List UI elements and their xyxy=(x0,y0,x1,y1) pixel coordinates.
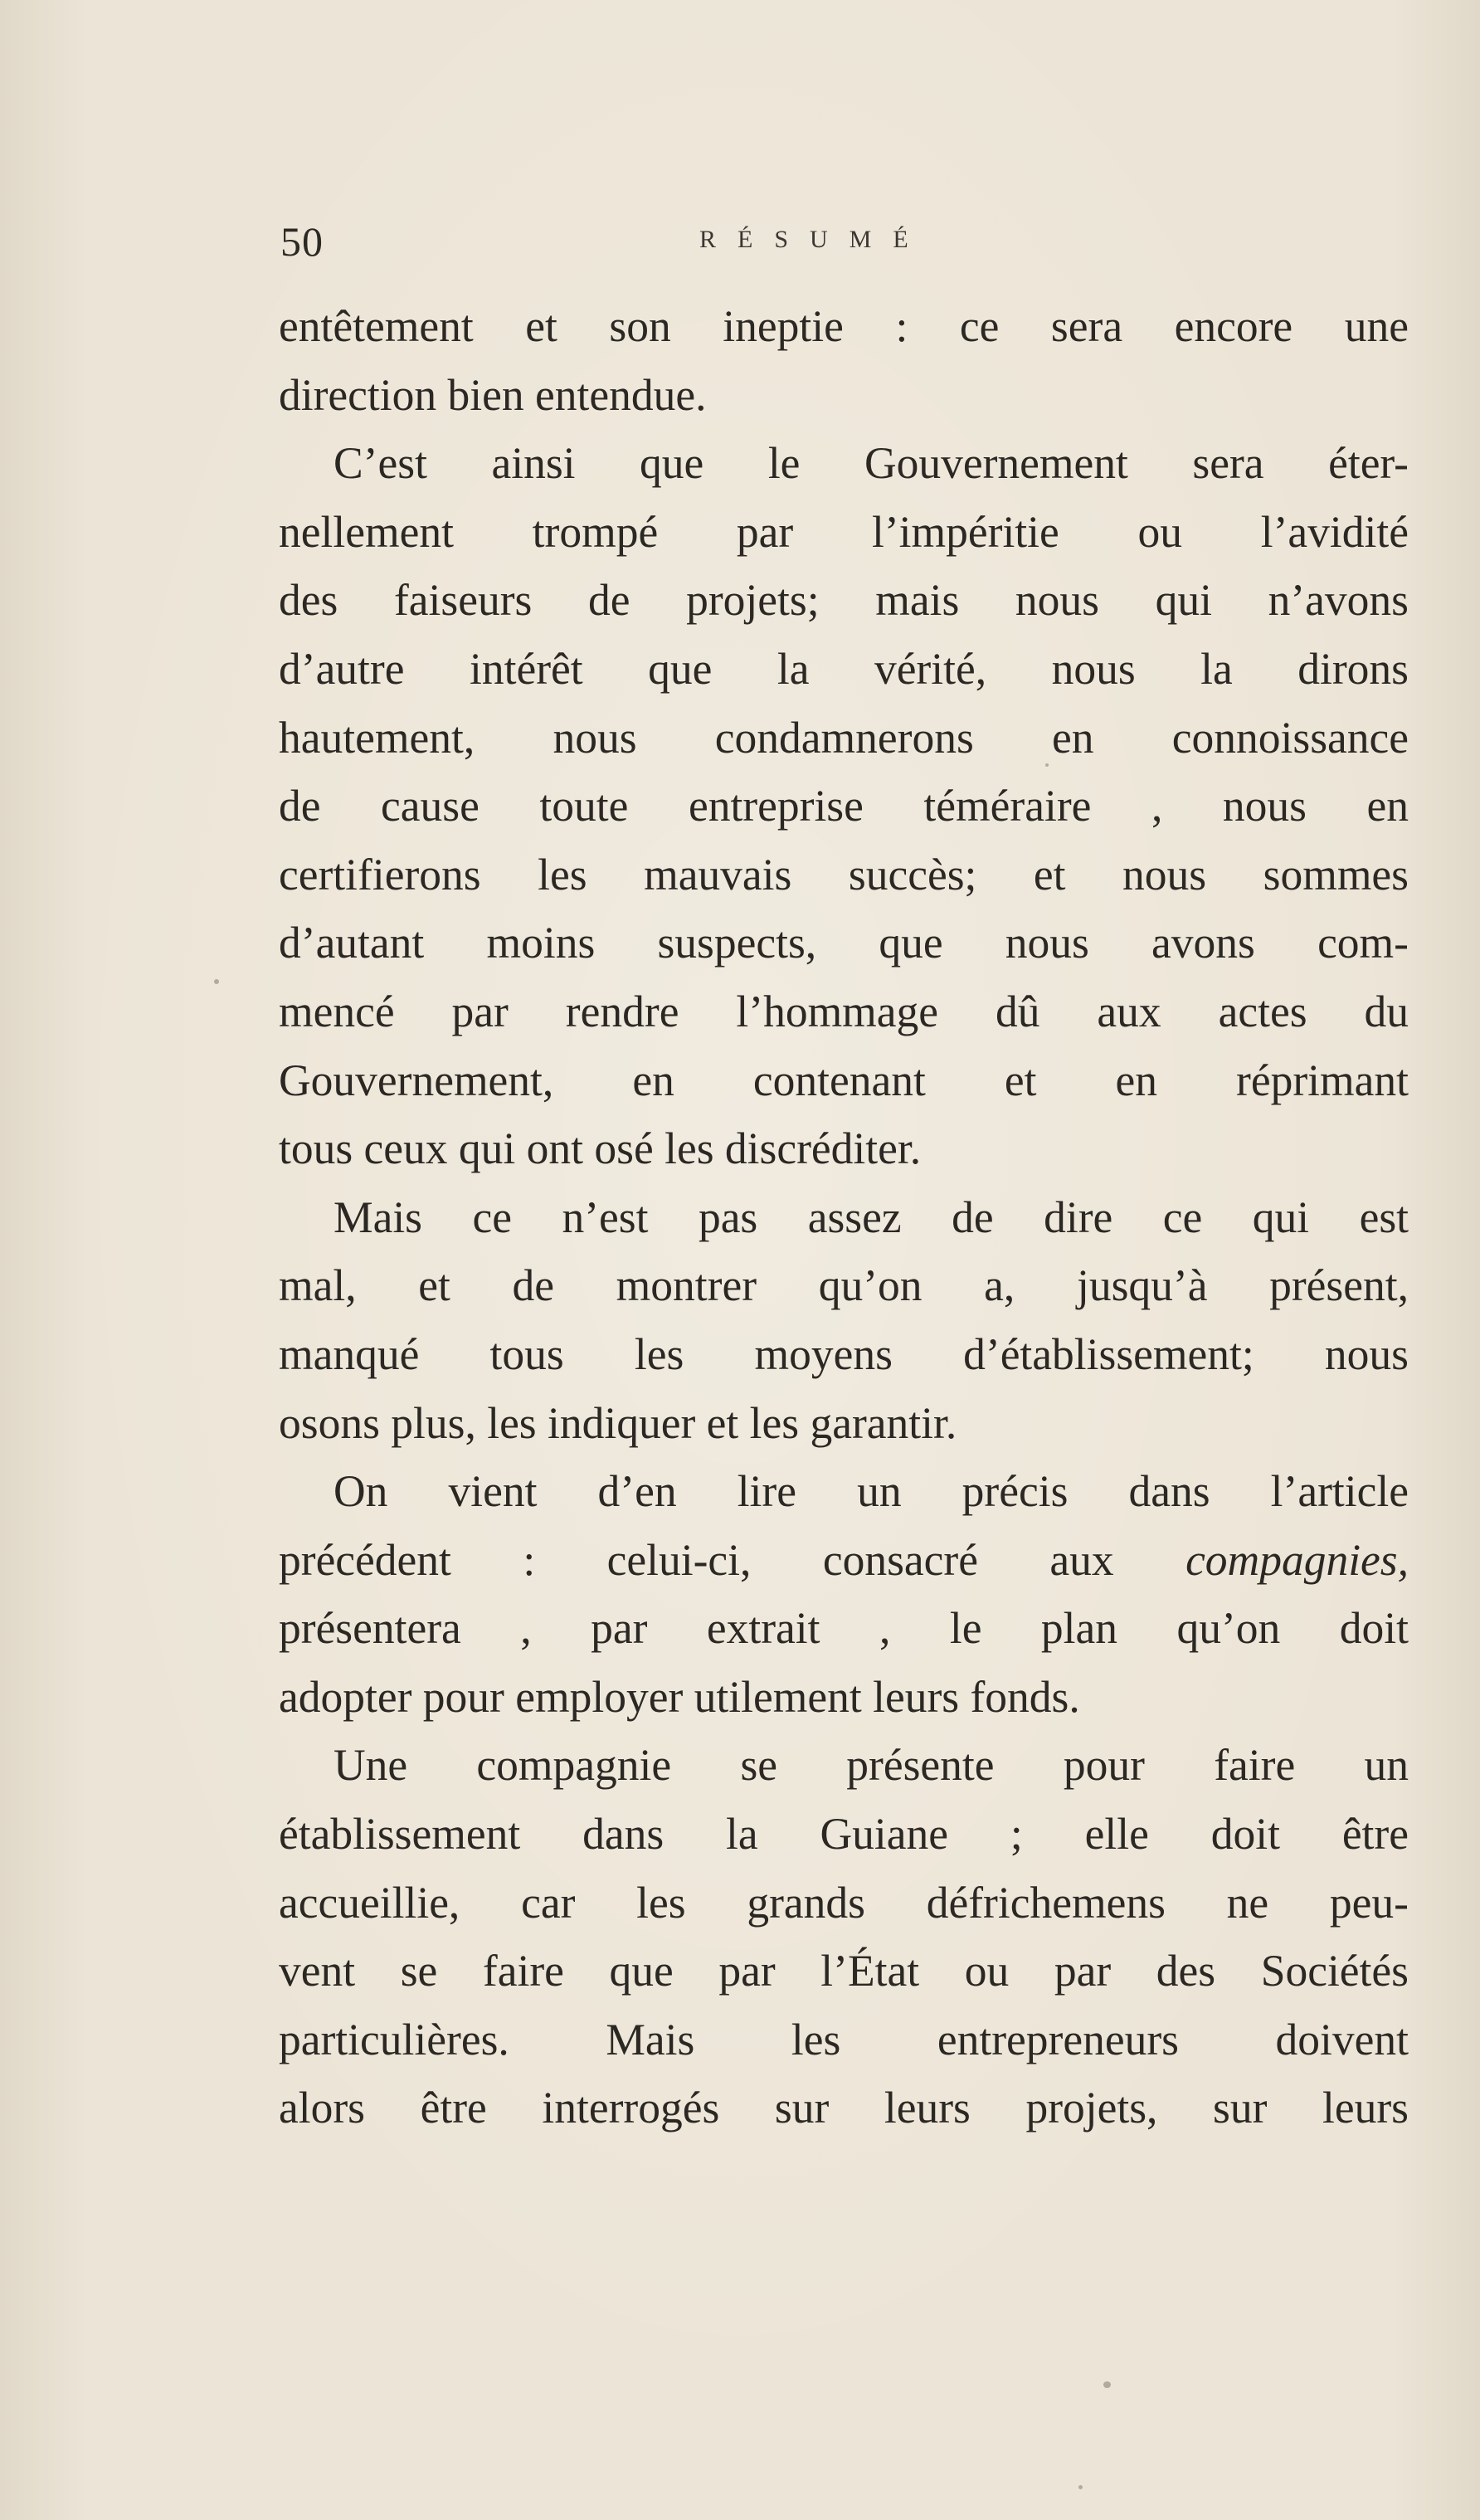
text-line: nellement trompé par l’impéritie ou l’avidité xyxy=(279,506,1409,557)
running-head: RÉSUMÉ xyxy=(699,226,930,253)
text-line: accueillie, car les grands défrichemens ne peu- xyxy=(279,1877,1409,1928)
text-line: alors être interrogés sur leurs projets, sur leurs xyxy=(279,2083,1409,2133)
text-line-with-italic xyxy=(279,1526,1409,1595)
text-line: des faiseurs de projets; mais nous qui n’avons xyxy=(279,575,1409,626)
text-line: osons plus, les indiquer et les garantir. xyxy=(279,1397,957,1448)
text-line: mal, et de montrer qu’on a, jusqu’à présent, xyxy=(279,1260,1409,1311)
text-line: hautement, nous condamnerons en connoissance xyxy=(279,712,1409,763)
text-line: établissement dans la Guiane ; elle doit être xyxy=(279,1809,1409,1860)
paper-speck xyxy=(214,979,219,984)
text-line: tous ceux qui ont osé les discréditer. xyxy=(279,1124,922,1174)
text-line: adopter pour employer utilement leurs fonds. xyxy=(279,1671,1080,1722)
italic-word: compagnies, xyxy=(1185,1534,1409,1585)
text-line: mencé par rendre l’hommage dû aux actes du xyxy=(279,986,1409,1036)
text-line: Mais ce n’est pas assez de dire ce qui est xyxy=(333,1192,1409,1242)
body-text xyxy=(279,292,1409,2142)
text-line: C’est ainsi que le Gouvernement sera éter- xyxy=(333,438,1409,489)
paper-speck xyxy=(1103,2381,1111,2388)
paper-speck xyxy=(1078,2485,1083,2489)
page-header xyxy=(280,217,1409,267)
text-line: Une compagnie se présente pour faire un xyxy=(333,1740,1409,1791)
text-line: d’autant moins suspects, que nous avons com- xyxy=(279,918,1409,968)
text-line: vent se faire que par l’État ou par des Sociétés xyxy=(279,1946,1409,1996)
text-line: particulières. Mais les entrepreneurs doivent xyxy=(279,2014,1409,2064)
text-line: certifierons les mauvais succès; et nous sommes xyxy=(279,849,1409,899)
text-line: de cause toute entreprise téméraire , nous en xyxy=(279,781,1409,831)
text-line: Gouvernement, en contenant et en réprimant xyxy=(279,1055,1409,1105)
text-line: entêtement et son ineptie : ce sera encore une xyxy=(279,301,1409,351)
page-number: 50 xyxy=(280,218,324,265)
text-line: d’autre intérêt que la vérité, nous la dirons xyxy=(279,643,1409,694)
text-line: présentera , par extrait , le plan qu’on doit xyxy=(279,1603,1409,1654)
text-line: manqué tous les moyens d’établissement; nous xyxy=(279,1328,1409,1379)
text-fragment: précédent : celui-ci, consacré aux xyxy=(279,1534,1186,1585)
text-line: On vient d’en lire un précis dans l’article xyxy=(333,1466,1409,1517)
text-line: direction bien entendue. xyxy=(279,369,707,420)
